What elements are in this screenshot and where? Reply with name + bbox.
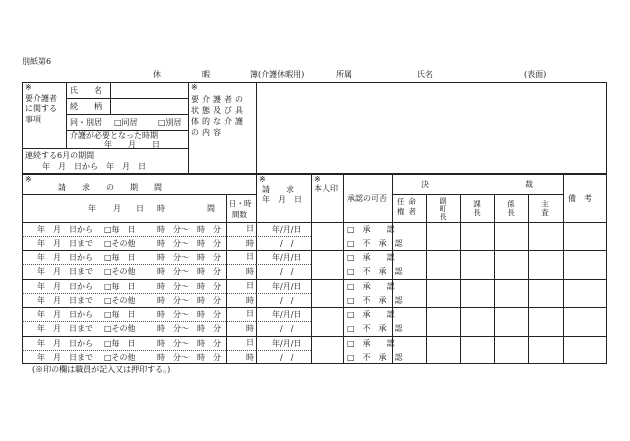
- row-reject-checkbox[interactable]: □ 不 承 認: [347, 295, 403, 305]
- row-time-2: 時 分～ 時 分: [157, 295, 221, 305]
- approver-kakaricho: 係長: [506, 200, 516, 217]
- row-unit-hour: 時: [246, 324, 254, 334]
- seal-label: 本人印: [314, 184, 338, 193]
- row-date-divider: [256, 350, 311, 351]
- sub-day: 日: [136, 204, 144, 213]
- row-date-divider: [256, 293, 311, 294]
- row-approve-checkbox[interactable]: □ 承 認: [347, 253, 395, 263]
- row-reject-checkbox[interactable]: □ 不 承 認: [347, 267, 403, 277]
- row-mid-divider: [22, 236, 256, 237]
- row-time-1: 時 分～ 時 分: [157, 338, 221, 348]
- row-reject-checkbox[interactable]: □ 不 承 認: [347, 239, 403, 248]
- request-date-mark: ※: [259, 175, 266, 184]
- shozoku-label: 所属: [336, 70, 352, 79]
- row-to: 年 月 日まで: [37, 239, 93, 248]
- row-from: 年 月 日から: [37, 310, 93, 320]
- row-divider: [22, 279, 607, 280]
- cohab-separate-checkbox[interactable]: □別居: [158, 118, 182, 127]
- row-unit-hour: 時: [246, 295, 254, 305]
- row-date-divider: [256, 321, 311, 322]
- row-time-1: 時 分～ 時 分: [157, 310, 221, 320]
- condition-label-3: 体的な介護: [191, 117, 246, 126]
- cohab-same-checkbox[interactable]: □同居: [114, 118, 138, 127]
- row-request-date-2: / /: [280, 267, 294, 277]
- approver-ninmei-text: 任命権者: [397, 197, 420, 216]
- row-request-date: 年/月/日: [272, 310, 302, 320]
- row-unit-day: 日: [246, 224, 254, 233]
- row-every-day-checkbox[interactable]: □毎 日: [104, 253, 136, 263]
- approver-shusa: 主査: [540, 200, 550, 217]
- row-from: 年 月 日から: [37, 338, 93, 348]
- row-request-date-2: / /: [280, 324, 294, 334]
- row-mid-divider: [22, 293, 256, 294]
- row-time-1: 時 分～ 時 分: [157, 281, 221, 291]
- row-to: 年 月 日まで: [37, 267, 93, 277]
- care-mark: ※: [25, 83, 32, 92]
- row-divider: [22, 250, 607, 251]
- row-date-divider: [256, 236, 311, 237]
- row-divider: [22, 307, 607, 308]
- row-to: 年 月 日まで: [37, 352, 93, 362]
- sub-year: 年: [88, 204, 96, 213]
- name-label: 氏 名: [70, 86, 102, 95]
- row-time-1: 時 分～ 時 分: [157, 253, 221, 263]
- remarks-header: 備 考: [568, 194, 592, 203]
- row-request-date: 年/月/日: [272, 253, 302, 263]
- row-mid-divider: [22, 264, 256, 265]
- decision-ketsu: 決: [421, 180, 429, 189]
- continuous-period-label: 連続する6月の期間: [25, 151, 95, 160]
- row-unit-day: 日: [246, 252, 254, 262]
- row-unit-day: 日: [246, 309, 254, 319]
- request-mark: ※: [25, 175, 32, 184]
- row-request-date-2: / /: [280, 239, 294, 248]
- row-to: 年 月 日まで: [37, 295, 93, 305]
- shimei-label: 氏名: [417, 70, 433, 79]
- title-bo: 簿(介護休暇用): [250, 70, 305, 79]
- approver-ninmei: [397, 197, 423, 221]
- row-from: 年 月 日から: [37, 281, 93, 291]
- row-other-checkbox[interactable]: □その他: [104, 267, 136, 277]
- row-request-date-2: / /: [280, 352, 294, 362]
- row-approve-checkbox[interactable]: □ 承 認: [347, 225, 395, 234]
- row-request-date-2: / /: [280, 295, 294, 305]
- row-reject-checkbox[interactable]: □ 不 承 認: [347, 324, 403, 334]
- row-mid-divider: [22, 321, 256, 322]
- condition-mark: ※: [191, 83, 198, 92]
- row-request-date: 年/月/日: [272, 225, 302, 234]
- approver-kacho: 課長: [472, 200, 482, 217]
- row-mid-divider: [22, 350, 256, 351]
- title-ka: 暇: [202, 70, 210, 79]
- row-unit-hour: 時: [246, 239, 254, 248]
- row-unit-day: 日: [246, 280, 254, 290]
- row-date-divider: [256, 264, 311, 265]
- row-time-1: 時 分～ 時 分: [157, 225, 221, 234]
- sub-month: 月: [113, 204, 121, 213]
- continuous-period-range: 年 月 日から 年 月 日: [42, 162, 146, 171]
- day-time-label-1: 日・時: [229, 199, 252, 208]
- row-from: 年 月 日から: [37, 225, 93, 234]
- condition-label-2: 状態及び具: [191, 106, 246, 115]
- row-unit-day: 日: [246, 337, 254, 347]
- sub-hour: 時: [157, 204, 165, 213]
- footnote: (※印の欄は職員が記入又は押印する。): [32, 365, 171, 374]
- row-approve-checkbox[interactable]: □ 承 認: [347, 310, 395, 320]
- row-every-day-checkbox[interactable]: □毎 日: [104, 338, 136, 348]
- request-period-header: 請 求 の 期 間: [58, 183, 162, 192]
- row-unit-hour: 時: [246, 352, 254, 362]
- omote-label: (表面): [524, 70, 547, 79]
- row-request-date: 年/月/日: [272, 338, 302, 348]
- row-other-checkbox[interactable]: □その他: [104, 324, 136, 334]
- relation-label: 続 柄: [70, 102, 102, 111]
- condition-label-4: の内容: [191, 128, 224, 137]
- decision-sai: 裁: [525, 180, 533, 189]
- row-to: 年 月 日まで: [37, 324, 93, 334]
- row-time-2: 時 分～ 時 分: [157, 267, 221, 277]
- row-divider: [22, 336, 607, 337]
- row-every-day-checkbox[interactable]: □毎 日: [104, 281, 136, 291]
- row-other-checkbox[interactable]: □その他: [104, 352, 136, 362]
- row-approve-checkbox[interactable]: □ 承 認: [347, 281, 395, 291]
- row-approve-checkbox[interactable]: □ 承 認: [347, 338, 395, 348]
- row-unit-hour: 時: [246, 267, 254, 277]
- care-section-label-1: 要介護者: [25, 94, 57, 103]
- row-other-checkbox[interactable]: □その他: [104, 239, 136, 248]
- condition-label-1: 要介護者の: [191, 95, 246, 104]
- request-date-label-1: 請 求: [262, 185, 294, 194]
- request-date-label-2: 年 月 日: [262, 195, 302, 204]
- approver-fukuchocho: 副町長: [439, 197, 447, 221]
- care-section-label-2: に関する: [25, 104, 57, 113]
- row-every-day-checkbox[interactable]: □毎 日: [104, 225, 136, 234]
- care-start-label: 介護が必要となった時期: [70, 131, 158, 140]
- row-time-2: 時 分～ 時 分: [157, 239, 221, 248]
- row-reject-checkbox[interactable]: □ 不 承 認: [347, 352, 403, 362]
- care-start-date: 年 月 日: [104, 140, 160, 149]
- form-number: 別紙第6: [22, 57, 52, 66]
- approval-header: 承認の可否: [347, 194, 387, 203]
- row-from: 年 月 日から: [37, 253, 93, 263]
- seal-mark: ※: [314, 175, 321, 184]
- row-time-2: 時 分～ 時 分: [157, 352, 221, 362]
- row-request-date: 年/月/日: [272, 281, 302, 291]
- row-other-checkbox[interactable]: □その他: [104, 295, 136, 305]
- day-time-label-2: 間数: [232, 210, 247, 219]
- sub-between: 間: [207, 204, 215, 213]
- row-time-2: 時 分～ 時 分: [157, 324, 221, 334]
- cohab-label: 同・別居: [70, 118, 102, 127]
- care-section-label-3: 事項: [25, 115, 41, 124]
- title-kyu: 休: [153, 70, 161, 79]
- row-every-day-checkbox[interactable]: □毎 日: [104, 310, 136, 320]
